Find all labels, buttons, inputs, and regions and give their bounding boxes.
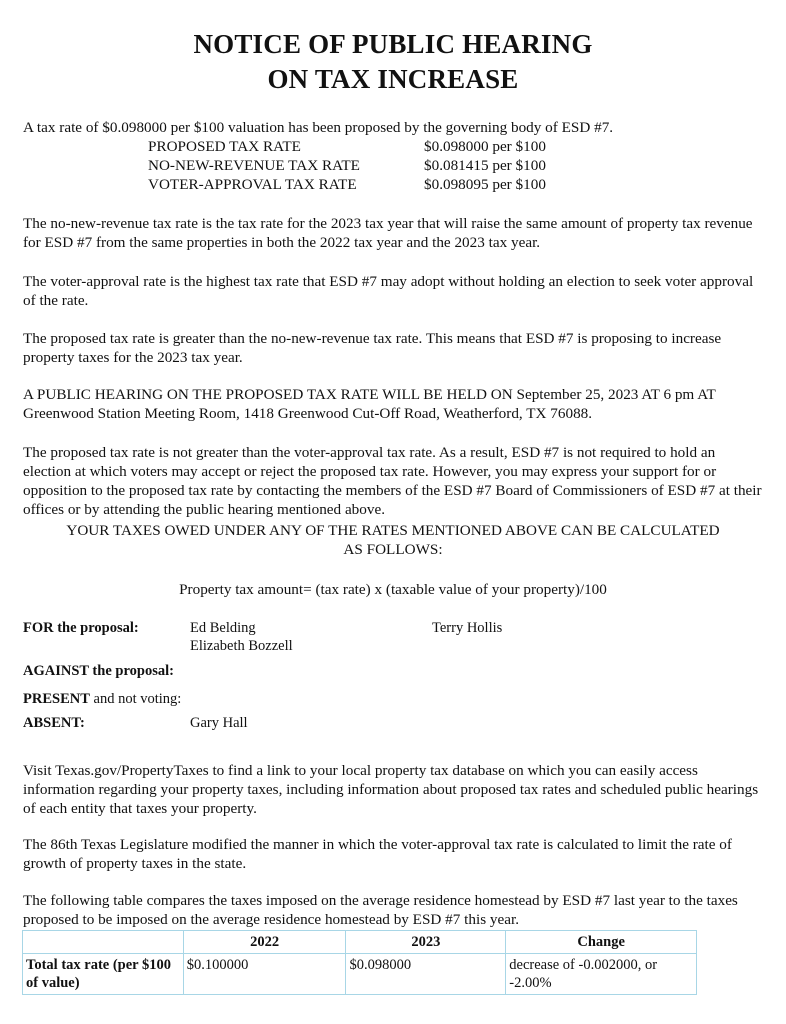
table-header-cell — [23, 931, 184, 954]
comparison-table — [22, 930, 697, 995]
rate-row-voter-approval — [148, 175, 546, 194]
table-cell: $0.100000 — [183, 954, 346, 995]
formula: Property tax amount= (tax rate) x (taxable value of your property)/100 — [179, 581, 607, 598]
table-cell: $0.098000 — [346, 954, 506, 995]
rate-row-proposed — [148, 137, 546, 156]
table-cell-label: Total tax rate (per $100 of value) — [23, 954, 184, 995]
table-header-row — [23, 931, 697, 954]
for-label: FOR the proposal: — [23, 620, 139, 636]
for-name: Terry Hollis — [432, 620, 503, 636]
against-label: AGAINST the proposal: — [23, 663, 174, 679]
taxes-owed-line2: AS FOLLOWS: — [343, 541, 443, 558]
absent-label: ABSENT: — [23, 715, 85, 731]
present-line — [23, 690, 181, 709]
rate-label: PROPOSED TAX RATE — [148, 138, 301, 155]
table-intro-paragraph: The following table compares the taxes imposed on the average residence homestead by ESD #7 last year to the taxes proposed to be imposed on the average residence homestead by ESD #7 this year. — [23, 892, 738, 928]
legislature-paragraph: The 86th Texas Legislature modified the manner in which the voter-approval tax rate is calculated to limit the rate of growth of property taxes in the state. — [23, 836, 732, 872]
rate-row-no-new-revenue — [148, 156, 546, 175]
table-row — [23, 954, 697, 995]
table-header-cell: 2022 — [183, 931, 346, 954]
table-cell: decrease of -0.002000, or -2.00% — [506, 954, 697, 995]
voter-approval-paragraph: The voter-approval rate is the highest tax rate that ESD #7 may adopt without holding an election to seek voter approval of the rate. — [23, 273, 754, 309]
for-name: Elizabeth Bozzell — [190, 638, 293, 654]
table-header-cell: 2023 — [346, 931, 506, 954]
rate-label: NO-NEW-REVENUE TAX RATE — [148, 157, 360, 174]
taxes-owed-line1: YOUR TAXES OWED UNDER ANY OF THE RATES MENTIONED ABOVE CAN BE CALCULATED — [66, 522, 720, 539]
rate-value: $0.098000 per $100 — [424, 138, 546, 155]
intro-paragraph: A tax rate of $0.098000 per $100 valuation has been proposed by the governing body of ESD #7. — [23, 119, 614, 136]
hearing-paragraph: A PUBLIC HEARING ON THE PROPOSED TAX RATE WILL BE HELD ON September 25, 2023 AT 6 pm AT Greenwood Station Meeting Room, 1418 Greenwood Cut-Off Road, Weatherford, TX 76088. — [23, 386, 716, 422]
for-name: Ed Belding — [190, 620, 256, 636]
absent-name: Gary Hall — [190, 715, 248, 731]
notice-title-line1: NOTICE OF PUBLIC HEARING — [193, 29, 593, 59]
not-greater-paragraph: The proposed tax rate is not greater than the voter-approval tax rate. As a result, ESD #7 is not required to hold an election at which voters may accept or reject the proposed tax rate. However, you may express your support for or opposition to the proposed tax rate by contacting the members of the ESD #7 Board of Commissioners of ESD #7 at their offices or by attending the public hearing mentioned above. — [23, 444, 762, 518]
greater-paragraph: The proposed tax rate is greater than the no-new-revenue tax rate. This means that ESD #7 is proposing to increase property taxes for the 2023 tax year. — [23, 330, 722, 366]
rate-value: $0.098095 per $100 — [424, 176, 546, 193]
no-new-revenue-paragraph: The no-new-revenue tax rate is the tax rate for the 2023 tax year that will raise the same amount of property tax revenue for ESD #7 from the same properties in both the 2022 tax year and the 2023 tax year. — [23, 215, 753, 251]
notice-title-line2: ON TAX INCREASE — [267, 64, 519, 94]
present-rest: and not voting: — [93, 691, 182, 707]
rate-value: $0.081415 per $100 — [424, 157, 546, 174]
table-header-cell: Change — [506, 931, 697, 954]
rate-label: VOTER-APPROVAL TAX RATE — [148, 176, 357, 193]
visit-paragraph: Visit Texas.gov/PropertyTaxes to find a link to your local property tax database on which you can easily access information regarding your property taxes, including information about proposed tax rates and scheduled public hearings of each entity that taxes your property. — [23, 762, 759, 817]
present-label: PRESENT — [23, 691, 90, 707]
rates-list — [148, 137, 546, 194]
